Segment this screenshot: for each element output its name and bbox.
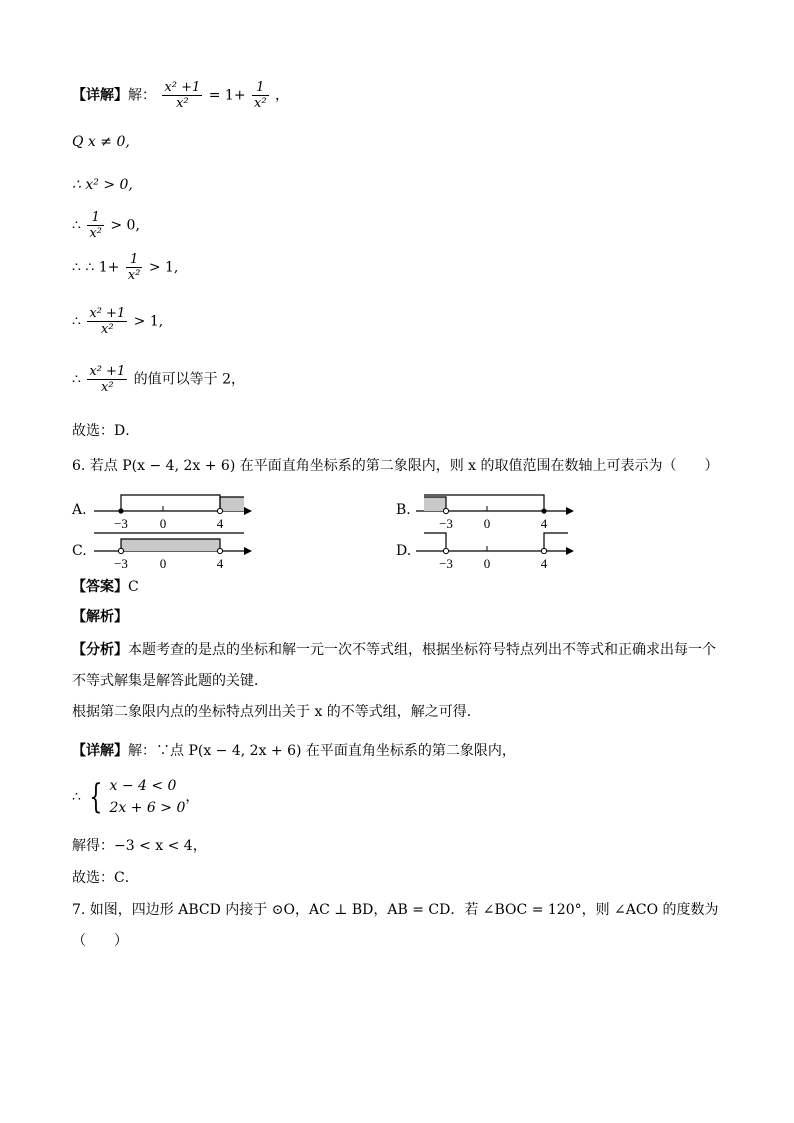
fraction: $\frac{\text{x² +1}}{\text{x²}}$: [164, 80, 201, 111]
brace: {: [89, 777, 103, 817]
detail-tag: 【详解】: [72, 87, 128, 104]
tick-neg3: −3: [114, 516, 128, 531]
tick-0: 0: [483, 556, 491, 571]
tick-0: 0: [159, 516, 167, 531]
fraction: $\frac{\text{x² +1}}{\text{x²}}$: [89, 306, 126, 337]
q5-answer: 故选：D．: [72, 423, 140, 439]
number-line-b: [412, 488, 582, 532]
q6-answer-line: [72, 577, 139, 597]
fenxi-text-cont: 不等式解集是解答此题的关键．: [72, 673, 268, 689]
option-b-label: B.: [396, 502, 411, 518]
q5-line3: ∴ x² > 0,: [72, 177, 133, 193]
number-line-c: [90, 528, 260, 572]
option-a-label: A.: [72, 502, 87, 518]
tick-4: 4: [216, 556, 224, 571]
q5-line5: ∴ ∴ 1+ $\frac{1}{\text{x²}}$ > 1,: [72, 252, 179, 283]
answer-value: C: [128, 579, 139, 595]
solve-line: 解得：−3 < x < 4，: [72, 838, 207, 854]
answer-tag: 【答案】: [72, 579, 128, 595]
number-line-a: [90, 488, 260, 532]
number-line-d: [412, 528, 582, 572]
detail-tag: 【详解】: [72, 743, 128, 759]
q5-line6: ∴ $\frac{\text{x² +1}}{\text{x²}}$ > 1,: [72, 306, 164, 337]
q5-line7: ∴ $\frac{\text{x² +1}}{\text{x²}}$ 的值可以等于 2，: [72, 364, 246, 395]
q5-line4: ∴ $\frac{1}{\text{x²}}$ > 0,: [72, 210, 140, 241]
fraction: $\frac{1}{\text{x²}}$: [127, 252, 141, 283]
tick-neg3: −3: [439, 556, 453, 571]
tick-4: 4: [216, 516, 224, 531]
tick-4: 4: [540, 556, 548, 571]
fraction: $\frac{1}{\text{x²}}$: [254, 80, 267, 111]
fraction: $\frac{1}{\text{x²}}$: [89, 210, 102, 241]
q6-detail-line: [72, 741, 516, 761]
system-line-2: 2x + 6 > 0: [109, 800, 186, 816]
q5-line2: Q x ≠ 0,: [72, 134, 130, 150]
q6-answer: 故选：C．: [72, 870, 139, 886]
fenxi-text: 本题考查的是点的坐标和解一元一次不等式组，根据坐标符号特点列出不等式和正确求出每一个: [128, 642, 716, 658]
q6-question: 6. 若点 P(x − 4, 2x + 6) 在平面直角坐标系的第二象限内，则 x 的取值范围在数轴上可表示为（ ）: [72, 458, 719, 474]
fraction: $\frac{\text{x² +1}}{\text{x²}}$: [89, 364, 126, 395]
q7-paren: （ ）: [72, 933, 128, 949]
tick-4: 4: [540, 516, 548, 531]
detail-text: 解：∵点 P(x − 4, 2x + 6) 在平面直角坐标系的第二象限内，: [128, 743, 516, 759]
q7-question: 7. 如图，四边形 ABCD 内接于 ⊙O，AC ⊥ BD，AB = CD．若 ∠BOC = 120°，则 ∠ACO 的度数为: [72, 902, 719, 918]
tick-0: 0: [159, 556, 167, 571]
tick-0: 0: [483, 516, 491, 531]
tick-neg3: −3: [114, 556, 128, 571]
jie-label: 解：: [128, 87, 156, 104]
method-text: 根据第二象限内点的坐标特点列出关于 x 的不等式组，解之可得．: [72, 704, 481, 720]
fenxi-tag: 【分析】: [72, 642, 128, 658]
q5-detail-line1: 【详解】解： $\frac{\text{x² +1}}{\text{x²}}$ = 1+ $\frac{1}{\text{x²}}$ ，: [72, 80, 290, 111]
q6-fenxi-line: [72, 640, 716, 660]
system-line-1: x − 4 < 0: [109, 778, 177, 794]
analysis-tag: 【解析】: [72, 609, 128, 625]
inequality-system: ∴ { x − 4 < 0 2x + 6 > 0 ，: [72, 777, 200, 817]
tick-neg3: −3: [439, 516, 453, 531]
option-c-label: C.: [72, 543, 87, 559]
option-d-label: D.: [396, 543, 412, 559]
